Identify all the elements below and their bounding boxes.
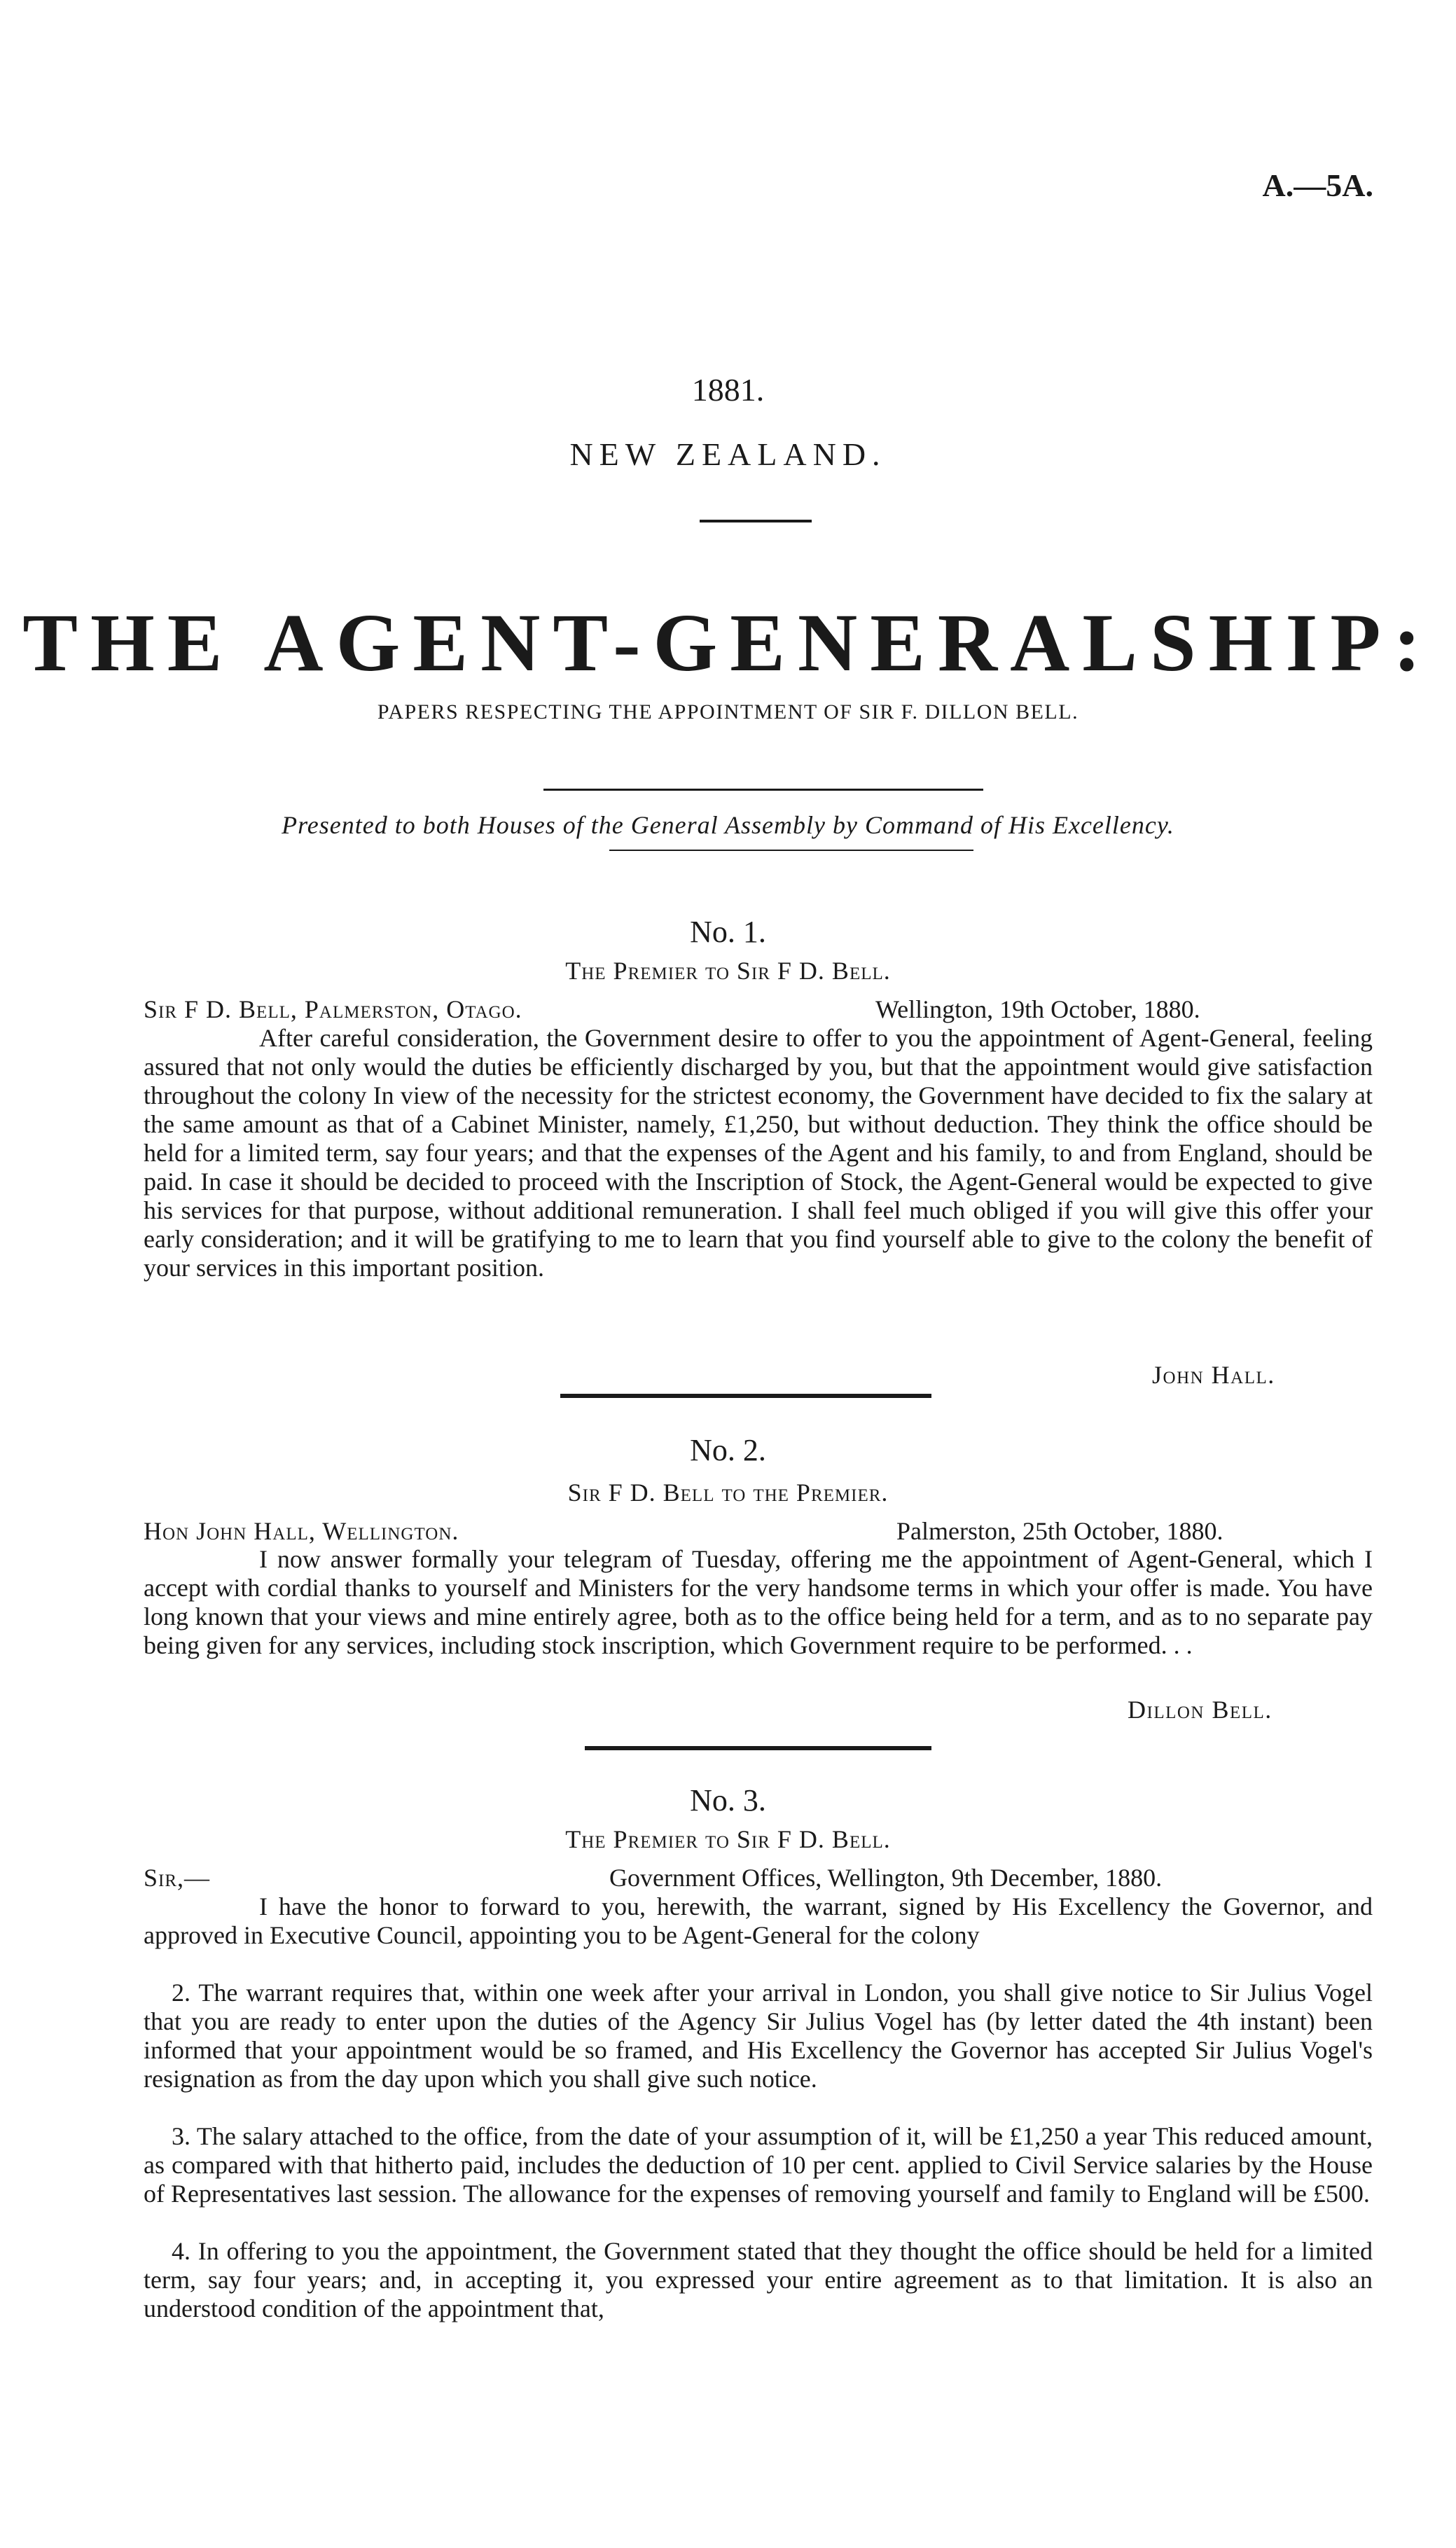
presented-rule-top [543, 789, 983, 791]
letter-paragraph: I have the honor to forward to you, herewith, the warrant, signed by His Excellency the Governor, and approved in Executive Council, appointing you to be Agent-General for the colony [144, 1892, 1373, 1949]
document-title: THE AGENT-GENERALSHIP: [22, 597, 1434, 688]
letter-signature: John Hall. [1152, 1361, 1275, 1389]
letter-separator [560, 1394, 931, 1398]
document-country: NEW ZEALAND. [569, 436, 887, 472]
title-divider [700, 520, 812, 522]
letter-number: No. 2. [690, 1433, 766, 1467]
letter-number: No. 3. [690, 1783, 766, 1817]
presented-rule-bottom [609, 850, 973, 851]
letter-signature: Dillon Bell. [1128, 1696, 1273, 1724]
letter-dateline: Wellington, 19th October, 1880. [875, 995, 1200, 1023]
letter-heading: Sir F D. Bell to the Premier. [567, 1479, 889, 1507]
letter-heading: The Premier to Sir F D. Bell. [565, 1825, 891, 1853]
letter-number: No. 1. [690, 915, 766, 949]
page-identifier: A.—5A. [1262, 167, 1373, 203]
letter-separator [585, 1746, 931, 1750]
letter-dateline: Government Offices, Wellington, 9th December, 1880. [609, 1864, 1163, 1892]
letter-paragraph: 4. In offering to you the appointment, the Government stated that they thought the office should be held for a limited term, say four years; and, in accepting it, you expressed your entire agreement as to that limitation. It is also an understood condition of the appointment that, [144, 2237, 1373, 2322]
letter-paragraph: I now answer formally your telegram of Tuesday, offering me the appointment of Agent-General, which I accept with cordial thanks to yourself and Ministers for the very handsome terms in which your offer is made. You have long known that your views and mine entirely agree, both as to the office being held for a term, and as to no separate pay being given for any services, including stock inscription, which Government require to be performed. . . [144, 1545, 1373, 1659]
letter-paragraph: 3. The salary attached to the office, from the date of your assumption of it, will be £1,250 a year This reduced amount, as compared with that hitherto paid, includes the deduction of 10 per cent. applied to Civil Service salaries by the House of Representatives last session. The allowance for the expenses of removing yourself and family to England will be £500. [144, 2122, 1373, 2208]
letter-heading: The Premier to Sir F D. Bell. [565, 957, 891, 985]
letter-addressee: Sir F D. Bell, Palmerston, Otago. [144, 995, 522, 1023]
document-year: 1881. [691, 372, 765, 408]
presented-line: Presented to both Houses of the General Assembly by Command of His Excellency. [282, 811, 1174, 839]
document-subtitle: PAPERS RESPECTING THE APPOINTMENT OF SIR F. DILLON BELL. [377, 700, 1079, 723]
letter-addressee: Hon John Hall, Wellington. [144, 1517, 459, 1545]
letter-paragraph: After careful consideration, the Government desire to offer to you the appointment of Agent-General, feeling assured that not only would the duties be efficiently discharged by you, but that the appointment would give satisfaction throughout the colony In view of the necessity for the strictest economy, the Government have decided to fix the salary at the same amount as that of a Cabinet Minister, namely, £1,250, but without deduction. They think the office should be held for a limited term, say four years; and that the expenses of the Agent and his family, to and from England, should be paid. In case it should be decided to proceed with the Inscription of Stock, the Agent-General would be expected to give his services for that purpose, without additional remuneration. I shall feel much obliged if you will give this offer your early consideration; and it will be gratifying to me to learn that you find yourself able to give to the colony the benefit of your services in this important position. [144, 1024, 1373, 1282]
letter-paragraph: 2. The warrant requires that, within one week after your arrival in London, you shall give notice to Sir Julius Vogel that you are ready to enter upon the duties of the Agency Sir Julius Vogel has (by letter dated the 4th instant) been informed that your appointment would be so framed, and His Excellency the Governor has accepted Sir Julius Vogel's resignation as from the day upon which you shall give such notice. [144, 1979, 1373, 2093]
letter-addressee: Sir,— [144, 1864, 211, 1892]
letter-dateline: Palmerston, 25th October, 1880. [896, 1517, 1223, 1545]
